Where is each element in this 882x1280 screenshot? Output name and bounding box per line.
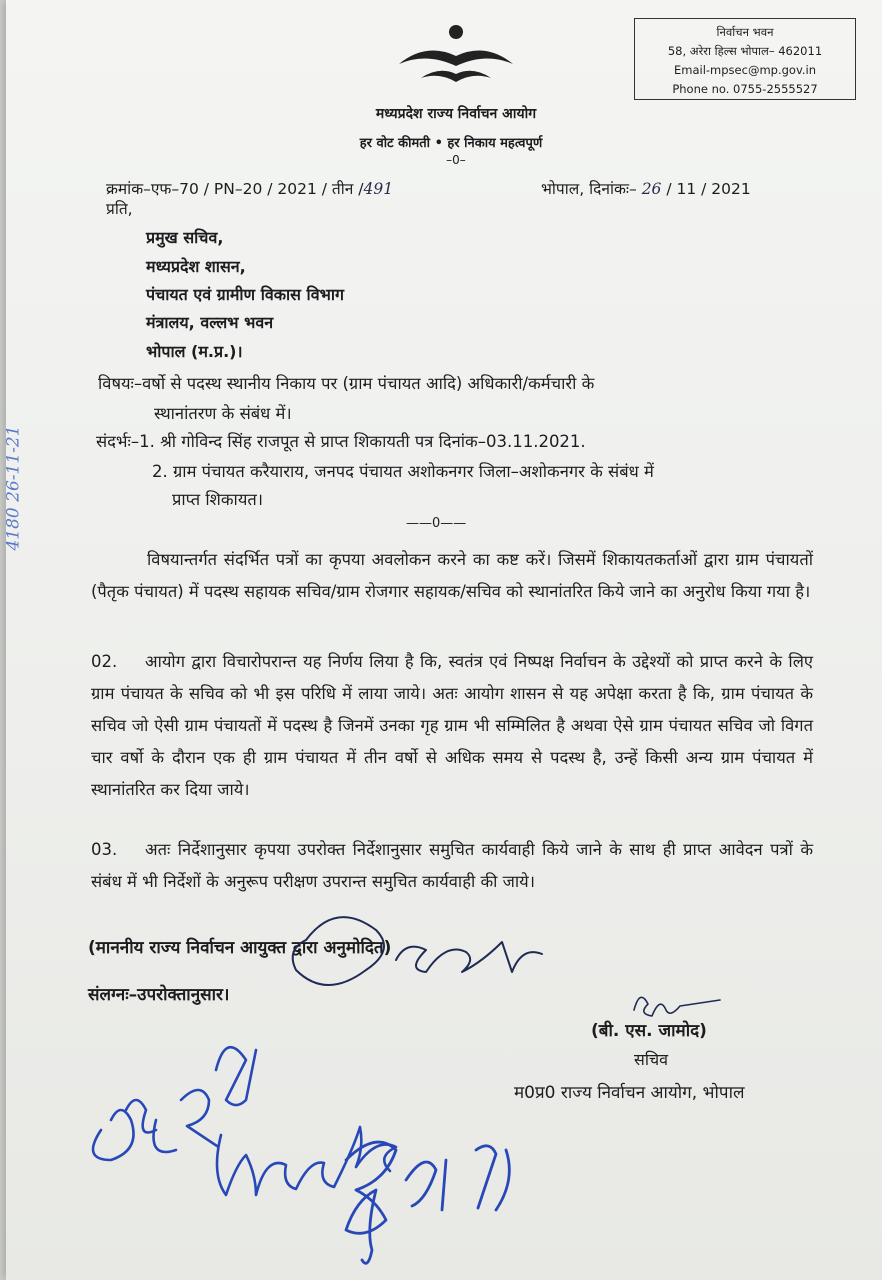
handwritten-remark-1-icon — [93, 1047, 256, 1160]
signatory-office: म0प्र0 राज्य निर्वाचन आयोग, भोपाल — [514, 1083, 745, 1103]
date-label: भोपाल, दिनांकः– — [541, 180, 637, 198]
reference-item-2-line-1: 2. ग्राम पंचायत करैयाराय, जनपद पंचायत अशोकनगर जिला–अशोकनगर के संबंध में — [152, 462, 654, 481]
commissioner-signature-icon — [293, 917, 542, 985]
inward-stamp-date: 26-11-21 — [3, 425, 24, 502]
signatory-designation: सचिव — [634, 1050, 669, 1069]
organization-name: मध्यप्रदेश राज्य निर्वाचन आयोग — [375, 106, 537, 122]
tagline: हर वोट कीमती • हर निकाय महत्वपूर्ण — [359, 136, 543, 151]
address-line-building: निर्वाचन भवन — [716, 25, 774, 39]
handwritten-initials-icon — [346, 1142, 509, 1263]
date-month-year: / 11 / 2021 — [666, 180, 751, 198]
recipient-line-5: भोपाल (म.प्र.)। — [146, 342, 243, 361]
handwritten-annotations — [3, 0, 882, 1280]
recipient-line-4: मंत्रालय, वल्लभ भवन — [146, 313, 274, 332]
paragraph-3-number: 03. — [91, 840, 118, 859]
address-line-email: Email-mpsec@mp.gov.in — [674, 63, 816, 77]
reference-item-2-line-2: प्राप्त शिकायत। — [172, 490, 264, 509]
subject-line-2: स्थानांतरण के संबंध में। — [154, 404, 292, 423]
approval-note: (माननीय राज्य निर्वाचन आयुक्त द्वारा अनुमोदित) — [88, 938, 392, 958]
recipient-line-2: मध्यप्रदेश शासन, — [146, 257, 246, 276]
reference-number-printed: क्रमांक–एफ–70 / PN–20 / 2021 / तीन / — [106, 180, 364, 198]
signatory-name: (बी. एस. जामोद) — [591, 1021, 707, 1041]
paragraph-2-number: 02. — [91, 652, 118, 671]
secretary-signature-icon — [634, 997, 720, 1016]
body-paragraph-3-text: अतः निर्देशानुसार कृपया उपरोक्त निर्देशानुसार समुचित कार्यवाही किये जाने के साथ ही प्राप्त आवेदन पत्रों के संबंध में भी निर्देशों के अनुरूप परीक्षण उपरान्त समुचित कार्यवाही की जाये। — [91, 840, 813, 891]
section-separator: ——0—— — [406, 516, 467, 531]
address-line-street: 58, अरेरा हिल्स भोपाल– 462011 — [667, 44, 823, 58]
recipient-line-3: पंचायत एवं ग्रामीण विकास विभाग — [146, 285, 344, 304]
header-divider: –0– — [446, 153, 466, 167]
date-day-handwritten: 26 — [641, 180, 662, 198]
recipient-line-1: प्रमुख सचिव, — [146, 228, 224, 247]
reference-number-handwritten: 491 — [363, 180, 394, 198]
subject-line-1: विषयः–वर्षो से पदस्थ स्थानीय निकाय पर (ग्राम पंचायत आदि) अधिकारी/कर्मचारी के — [98, 374, 595, 393]
address-line-phone: Phone no. 0755-2555527 — [672, 82, 818, 96]
body-paragraph-2-text: आयोग द्वारा विचारोपरान्त यह निर्णय लिया है कि, स्वतंत्र एवं निष्पक्ष निर्वाचन के उद्देश्यों को प्राप्त करने के लिए ग्राम पंचायत के सचिव को भी इस परिधि में लाया जाये। अतः आयोग शासन से यह अपेक्षा करता है कि, ग्राम पंचायत के सचिव जो ऐसी ग्राम पंचायतों में पदस्थ है जिनमें उनका गृह ग्राम भी सम्मिलित है अथवा ऐसे ग्राम पंचायत सचिव जो विगत चार वर्षो के दौरान एक ही ग्राम पंचायत में तीन वर्षो से अधिक समय से पदस्थ है, उन्हें किसी अन्य ग्राम पंचायत में स्थानांतरित कर दिया जाये। — [91, 652, 813, 799]
to-label: प्रति, — [106, 200, 133, 218]
body-paragraph-1-text: विषयान्तर्गत संदर्भित पत्रों का कृपया अवलोकन करने का कष्ट करें। जिसमें शिकायतकर्ताओं द्वारा ग्राम पंचायतों (पैतृक पंचायत) में पदस्थ सहायक सचिव/ग्राम रोजगार सहायक/सचिव को स्थानांतरित किये जाने का अनुरोध किया गया है। — [91, 550, 813, 601]
enclosure-note: संलग्नः–उपरोक्तानुसार। — [88, 985, 230, 1005]
inward-stamp-number: 4180 — [3, 507, 24, 551]
letter-page — [3, 0, 882, 1280]
reference-item-1: संदर्भः–1. श्री गोविन्द सिंह राजपूत से प्राप्त शिकायती पत्र दिनांक–03.11.2021. — [96, 432, 586, 451]
